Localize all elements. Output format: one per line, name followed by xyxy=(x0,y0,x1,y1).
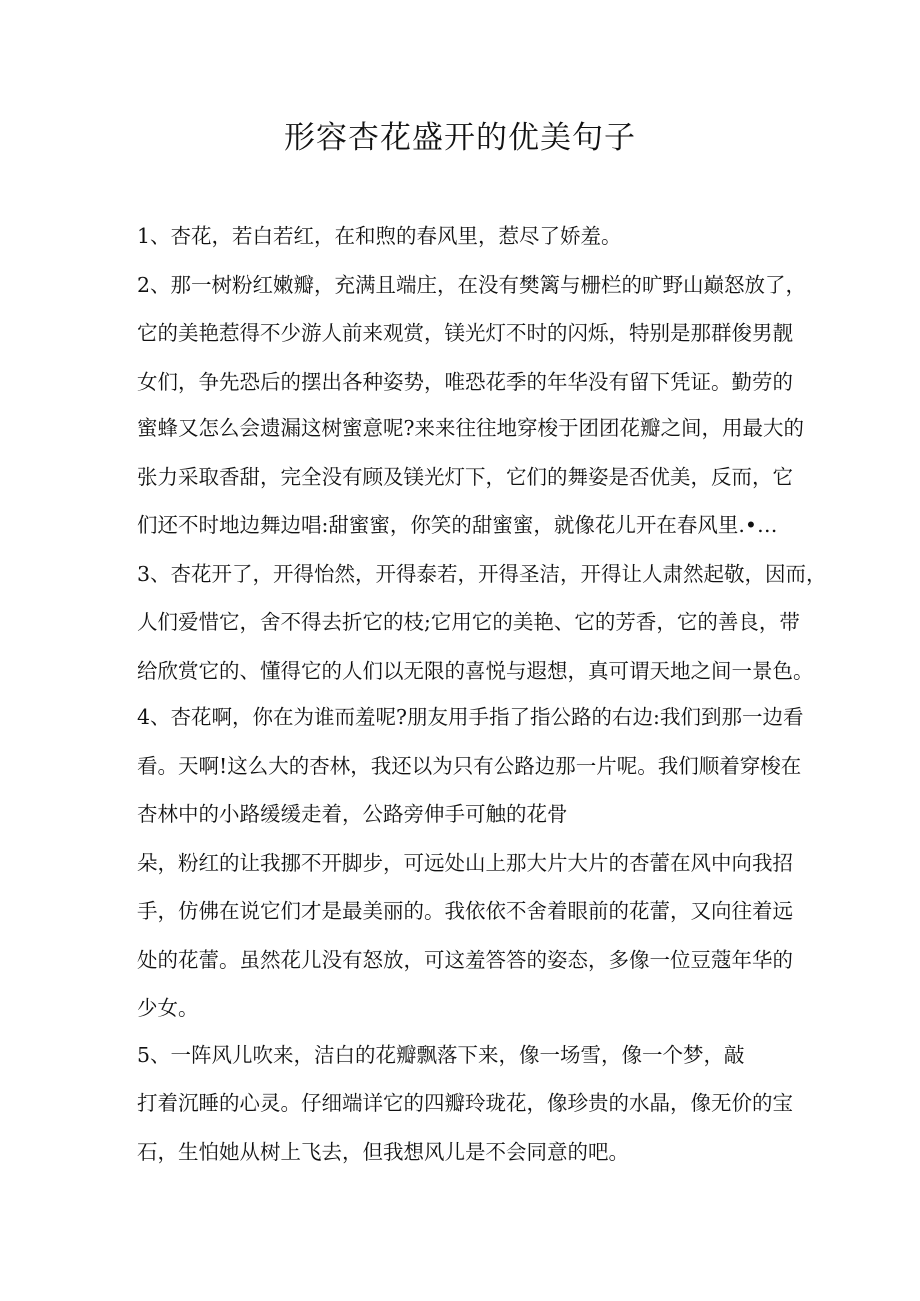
text-line-1: 1、杏花，若白若红，在和煦的春风里，惹尽了娇羞。 xyxy=(137,224,622,248)
text-line-2: 2、那一树粉红嫩瓣，充满且端庄，在没有樊篱与栅栏的旷野山巅怒放了， xyxy=(137,273,807,297)
text-line-10: 给欣赏它的、懂得它的人们以无限的喜悦与遐想，真可谓天地之间一景色。 xyxy=(137,659,814,683)
text-line-11: 4、杏花啊，你在为谁而羞呢?朋友用手指了指公路的右边:我们到那一边看 xyxy=(137,705,804,729)
text-line-4: 女们，争先恐后的摆出各种姿势，唯恐花季的年华没有留下凭证。勤劳的 xyxy=(137,370,793,394)
text-line-7: 们还不时地边舞边唱:甜蜜蜜，你笑的甜蜜蜜，就像花儿开在春风里.•… xyxy=(137,513,778,537)
text-line-18: 5、一阵风儿吹来，洁白的花瓣飘落下来，像一场雪，像一个梦，敲 xyxy=(137,1043,745,1067)
text-line-14: 朵，粉红的让我挪不开脚步，可远处山上那大片大片的杏蕾在风中向我招 xyxy=(137,851,793,875)
text-line-9: 人们爱惜它，舍不得去折它的枝;它用它的美艳、它的芳香，它的善良，带 xyxy=(137,610,800,634)
text-line-20: 石，生怕她从树上飞去，但我想风儿是不会同意的吧。 xyxy=(137,1140,629,1164)
text-line-19: 打着沉睡的心灵。仔细端详它的四瓣玲珑花，像珍贵的水晶，像无价的宝 xyxy=(137,1091,793,1115)
document-title: 形容杏花盛开的优美句子 xyxy=(284,120,636,156)
text-line-5: 蜜蜂又怎么会遗漏这树蜜意呢?来来往往地穿梭于团团花瓣之间，用最大的 xyxy=(137,416,804,440)
text-line-6: 张力采取香甜，完全没有顾及镁光灯下，它们的舞姿是否优美，反而，它 xyxy=(137,465,793,489)
text-line-17: 少女。 xyxy=(137,996,199,1020)
text-line-12: 看。天啊!这么大的杏林，我还以为只有公路边那一片呢。我们顺着穿梭在 xyxy=(137,754,802,778)
text-line-8: 3、杏花开了，开得怡然，开得泰若，开得圣洁，开得让人肃然起敬，因而， xyxy=(137,562,827,586)
text-line-13: 杏林中的小路缓缓走着，公路旁伸手可触的花骨 xyxy=(137,802,568,826)
text-line-16: 处的花蕾。虽然花儿没有怒放，可这羞答答的姿态，多像一位豆蔻年华的 xyxy=(137,948,793,972)
text-line-15: 手，仿佛在说它们才是最美丽的。我依依不舍着眼前的花蕾，又向往着远 xyxy=(137,899,793,923)
text-line-3: 它的美艳惹得不少游人前来观赏，镁光灯不时的闪烁，特别是那群俊男靓 xyxy=(137,321,793,345)
